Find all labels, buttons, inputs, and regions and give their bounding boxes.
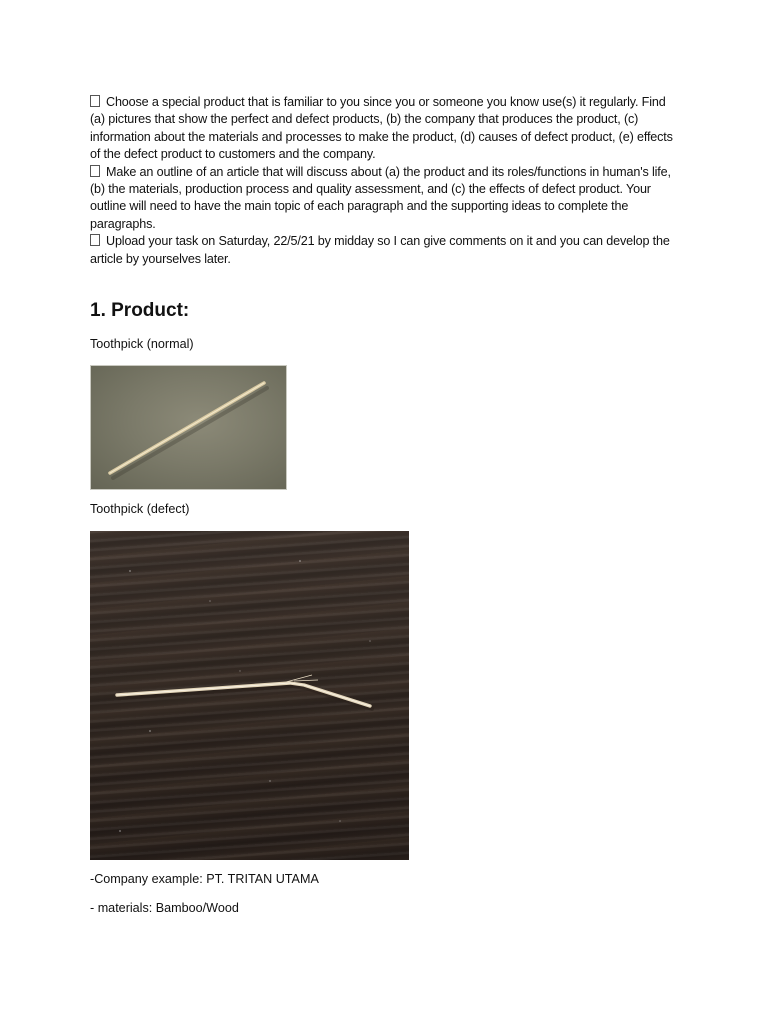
instruction-item-3 [90, 233, 678, 268]
instruction-text-1: Choose a special product that is familiar to you since you or someone you know use(s) it regularly. Find (a) pictures that show the perfect and defect products, (b) the company that produces the product, (c) information about the materials and processes to make the product, (d) causes of defect product, (e) effects of the defect product to customers and the company. [90, 95, 673, 162]
normal-toothpick-illustration [90, 365, 287, 490]
company-example-line: -Company example: PT. TRITAN UTAMA [90, 872, 319, 886]
defect-toothpick-caption: Toothpick (defect) [90, 502, 190, 516]
normal-toothpick-caption: Toothpick (normal) [90, 337, 194, 351]
missing-glyph-icon [90, 234, 100, 246]
section-heading: 1. Product: [90, 300, 190, 321]
instruction-item-2 [90, 164, 678, 234]
missing-glyph-icon [90, 165, 100, 177]
defect-toothpick-illustration [90, 531, 409, 860]
defect-toothpick-photo [90, 531, 409, 860]
instruction-item-1 [90, 94, 678, 164]
instruction-text-3: Upload your task on Saturday, 22/5/21 by midday so I can give comments on it and you can develop the article by yourselves later. [90, 234, 670, 266]
materials-line: - materials: Bamboo/Wood [90, 901, 239, 915]
normal-toothpick-photo [90, 365, 287, 490]
instructions-block [90, 94, 678, 268]
instruction-text-2: Make an outline of an article that will discuss about (a) the product and its roles/functions in human's life, (b) the materials, production process and quality assessment, and (c) the effects of defect product. Your outline will need to have the main topic of each paragraph and the supporting ideas to complete the paragraphs. [90, 164, 671, 231]
missing-glyph-icon [90, 95, 100, 107]
